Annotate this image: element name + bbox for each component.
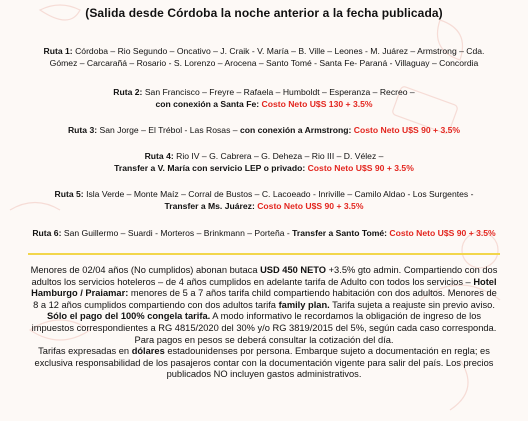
note-text: Menores de 02/04 años (No cumplidos) abonan butaca: [30, 265, 261, 275]
disclaimer-paragraph: [28, 346, 500, 381]
route-stops: San Jorge – El Trébol - Las Rosas –: [99, 125, 238, 135]
route-connection: con conexión a Armstrong:: [239, 125, 352, 135]
fare-conditions: [28, 265, 500, 381]
route-price: Costo Neto U$S 130 + 3.5%: [261, 99, 373, 109]
route-connection: Transfer a Santo Tomé:: [292, 228, 388, 238]
route-6: [4, 227, 524, 239]
route-label: Ruta 4:: [144, 151, 174, 161]
route-stops: Isla Verde – Monte Maíz – Corral de Bustos – C. Lacoeado - Inriville – Camilo Aldao - Los Surgentes -: [86, 189, 474, 199]
route-label: Ruta 3:: [67, 125, 98, 135]
route-3: [4, 124, 524, 136]
note-text: menores de 5 a 7 años tarifa child compartiendo habitación con dos adultos. Menores de 8 a 12 años cumplidos compartiendo con dos adultos tarifa: [33, 288, 497, 310]
note-bold: Sólo el pago del 100% congela tarifa.: [46, 311, 211, 322]
conditions-paragraph: [28, 265, 500, 346]
route-label: Ruta 5:: [54, 189, 84, 199]
section-divider: [28, 253, 500, 255]
route-stops-cont: Gómez – Carcarañá – Rosario - S. Lorenzo – Arocena – Santo Tomé - Santa Fe- Paraná - Villaguay – Concordia: [49, 58, 479, 68]
note-bold: family plan.: [278, 299, 330, 310]
route-price: Costo Neto U$S 90 + 3.5%: [257, 201, 364, 211]
route-5: [4, 188, 524, 212]
route-stops: Rio IV – G. Cabrera – G. Deheza – Rio III – D. Vélez –: [176, 151, 384, 161]
note-text: Tarifa sujeta a reajuste sin previo aviso.: [329, 299, 495, 310]
note-text: A modo informativo le recordamos la obligación de ingreso de los impuestos correspondientes a RG 4815/2020 del 30% y/o RG 3819/2015 del 5%, según cada caso corresponda. Para pagos en pesos se deberá consultar la cotización del día.: [31, 311, 497, 345]
route-stops: San Guillermo – Suardi - Morteros – Brinkmann – Porteña -: [63, 228, 290, 238]
route-price: Costo Neto U$S 90 + 3.5%: [353, 125, 461, 135]
note-text: estadounidenses por persona. Embarque sujeto a documentación en regla; es exclusiva responsabilidad de los pasajeros contar con la documentación vigente para salir del país. Los precios publicados NO incluyen gastos administrativos.: [34, 346, 494, 380]
route-2: [4, 86, 524, 110]
note-bold: USD 450 NETO: [260, 265, 327, 275]
route-stops: San Francisco – Freyre – Rafaela – Humboldt – Esperanza – Recreo –: [144, 87, 415, 97]
route-connection: con conexión a Santa Fe:: [155, 99, 260, 109]
route-price: Costo Neto U$S 90 + 3.5%: [307, 163, 414, 173]
note-text: +3.5% gto admin. Compartiendo con dos adultos los servicios hoteleros – de 4 años cumplidos en adelante tarifa de Adulto con todos los servicios –: [31, 265, 498, 287]
route-stops: Córdoba – Rio Segundo – Oncativo – J. Craik - V. María – B. Ville – Leones - M. Juárez – Armstrong – Cda.: [75, 46, 485, 56]
route-label: Ruta 6:: [32, 228, 62, 238]
note-bold: dólares: [131, 346, 165, 357]
route-connection: Transfer a V. María con servicio LEP o privado:: [114, 163, 306, 173]
route-4: [4, 150, 524, 174]
route-price: Costo Neto U$S 90 + 3.5%: [389, 228, 496, 238]
route-label: Ruta 1:: [43, 46, 73, 56]
note-text: Tarifas expresadas en: [38, 346, 132, 357]
note-bold: Hotel Hamburgo / Praiamar:: [31, 276, 497, 299]
departure-note-title: (Salida desde Córdoba la noche anterior a la fecha publicada): [85, 6, 443, 20]
route-1: [4, 45, 524, 69]
route-label: Ruta 2:: [113, 87, 143, 97]
route-connection: Transfer a Ms. Juárez:: [164, 201, 255, 211]
